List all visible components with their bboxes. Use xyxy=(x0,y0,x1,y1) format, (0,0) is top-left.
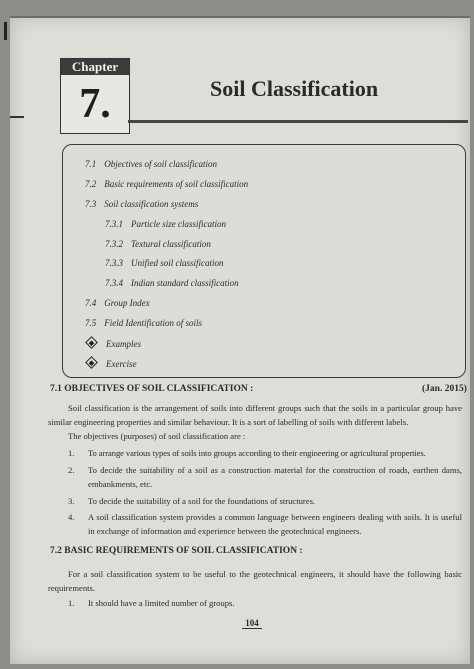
toc-item-examples: Examples xyxy=(87,338,141,349)
chapter-title: Soil Classification xyxy=(210,76,379,101)
list-item: 1. To arrange various types of soils into groups according to their engineering or agricultural properties. xyxy=(68,448,426,458)
title-divider xyxy=(128,120,468,123)
chapter-number: 7. xyxy=(79,81,111,127)
book-page xyxy=(10,16,470,664)
list-item: 2. To decide the suitability of a soil as a construction material for the construction of roads, earthen dams, embankments, etc. xyxy=(68,465,462,489)
chapter-badge xyxy=(60,58,130,134)
toc-subitem: 7.3.3 Unified soil classification xyxy=(105,258,224,268)
binding-mark xyxy=(4,22,7,40)
toc-subitem: 7.3.2 Textural classification xyxy=(105,239,211,249)
toc-item-exercise: Exercise xyxy=(87,358,137,369)
toc-item: 7.2 Basic requirements of soil classification xyxy=(85,179,249,189)
toc-subitem: 7.3.4 Indian standard classification xyxy=(105,278,239,288)
list-item: 3. To decide the suitability of a soil for the foundations of structures. xyxy=(68,496,316,506)
section-heading: 7.2 BASIC REQUIREMENTS OF SOIL CLASSIFICATION : xyxy=(50,546,303,556)
chapter-contents-box xyxy=(62,144,466,378)
paragraph: For a soil classification system to be useful to the geotechnical engineers, it should have the following basic requirements. xyxy=(48,569,462,593)
diamond-bullet-icon xyxy=(85,356,98,369)
toc-item: 7.5 Field Identification of soils xyxy=(85,318,202,328)
section-heading: 7.1 OBJECTIVES OF SOIL CLASSIFICATION : xyxy=(50,384,254,394)
diamond-bullet-icon xyxy=(85,336,98,349)
exam-date-tag: (Jan. 2015) xyxy=(422,384,467,394)
paragraph: The objectives (purposes) of soil classification are : xyxy=(68,431,246,441)
toc-item: 7.4 Group Index xyxy=(85,298,150,308)
toc-subitem: 7.3.1 Particle size classification xyxy=(105,219,226,229)
toc-item: 7.1 Objectives of soil classification xyxy=(85,159,217,169)
paragraph: Soil classification is the arrangement of soils into different groups such that the soils in a particular group have similar engineering properties and similar behaviour. It is a sort of labelling of soils with different labels. xyxy=(48,403,462,427)
margin-mark xyxy=(10,116,24,118)
page-edge xyxy=(10,16,470,18)
chapter-label: Chapter xyxy=(61,59,129,75)
page-number: 104 xyxy=(242,618,262,629)
list-item: 4. A soil classification system provides a common language between engineers dealing with soils. It is useful in exchange of information and experience between the geotechnical engineers. xyxy=(68,512,462,536)
list-item: 1. It should have a limited number of groups. xyxy=(68,598,235,608)
toc-item: 7.3 Soil classification systems xyxy=(85,199,199,209)
